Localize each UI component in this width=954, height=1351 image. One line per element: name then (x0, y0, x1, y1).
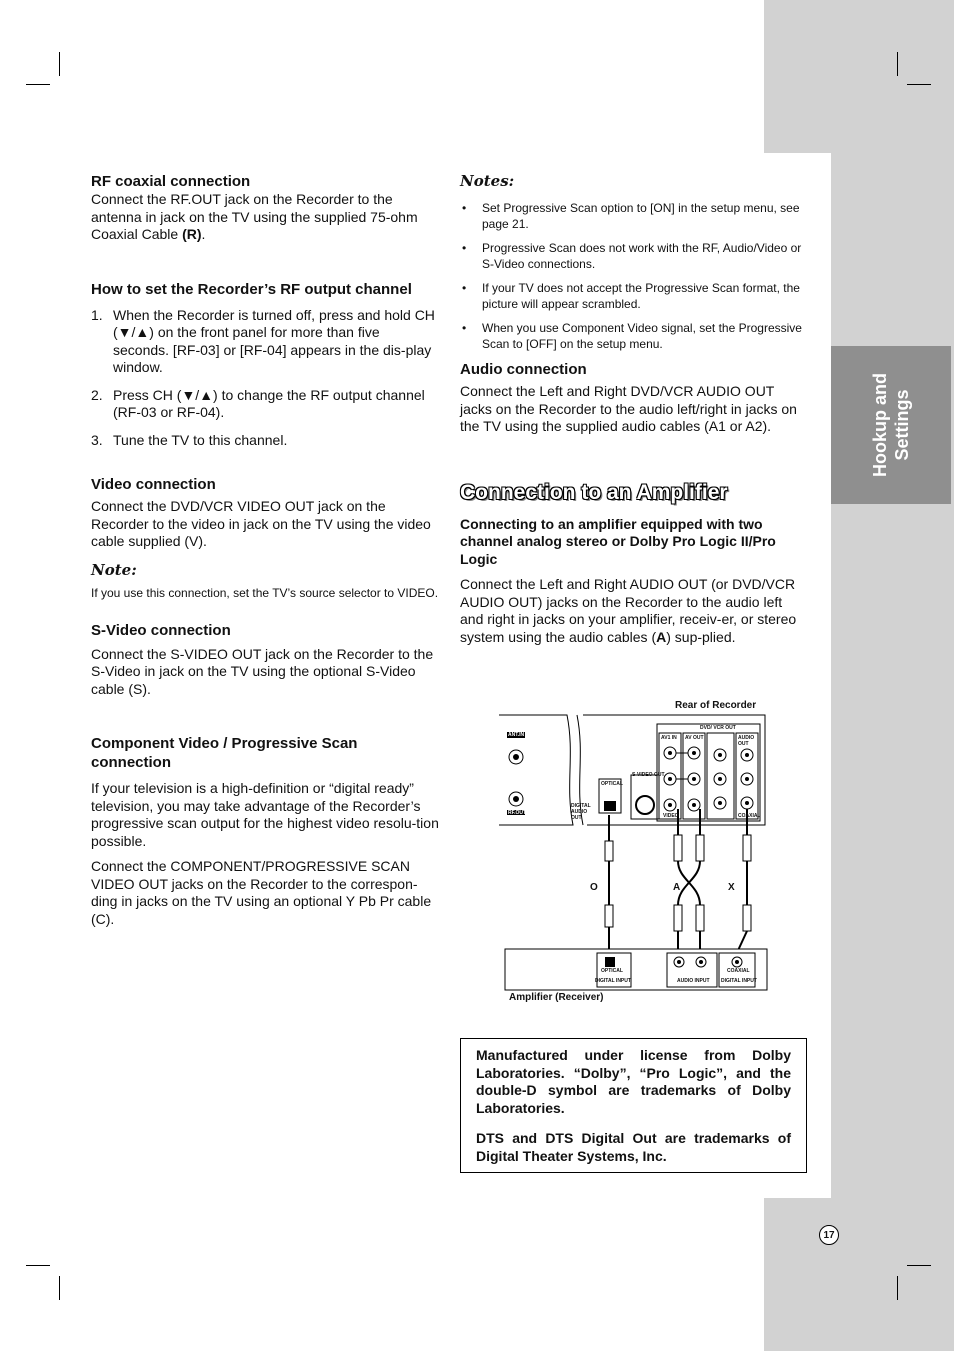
audio-out-label: AUDIO OUT (738, 735, 755, 747)
step-item (91, 387, 439, 422)
step-number: 2. (91, 386, 103, 403)
notes-item-text: Progressive Scan does not work with the RF, Audio/Video or S-Video connections. (482, 241, 802, 271)
section-tab-label (831, 346, 951, 504)
step-item (91, 307, 439, 377)
bullet: • (462, 241, 467, 255)
notes-item (460, 200, 808, 232)
notes-item-text: When you use Component Video signal, set the Progressive Scan to [OFF] on the setup menu. (482, 321, 802, 351)
side-margin-bottom (764, 1198, 954, 1351)
amp-audio-input-label: AUDIO INPUT (677, 978, 710, 984)
step-text: Press CH (▼/▲) to change the RF output channel (RF-03 or RF-04). (113, 386, 425, 420)
amp-section-title: Connection to an Amplifier (460, 480, 728, 504)
step-number: 3. (91, 431, 103, 448)
left-column (91, 172, 439, 928)
section-tab-line2: Settings (892, 389, 912, 461)
section-tab-line1: Hookup and (870, 373, 890, 477)
video-body: Connect the DVD/VCR VIDEO OUT jack on the Recorder to the video in jack on the TV using the video cable supplied (V). (91, 498, 431, 549)
step-number: 1. (91, 306, 103, 323)
av1-in-label: AV1 IN (661, 735, 677, 741)
bullet: • (462, 321, 467, 335)
rf-channel-steps (91, 307, 439, 450)
cable-a-label: A (673, 882, 681, 893)
right-column (460, 172, 808, 646)
rf-body-text: Connect the RF.OUT jack on the Recorder to the antenna in jack on the TV using the supplied 75-ohm Coaxial Cable (91, 191, 418, 242)
dvd-vcr-out-label: DVD/ VCR OUT (700, 725, 736, 731)
amp-body-bold: A (656, 628, 667, 645)
ant-in-label: ANT.IN (508, 732, 525, 738)
video-heading: Video connection (91, 476, 216, 493)
coaxial-jack-label: COAXIAL (738, 813, 761, 819)
note-title: Note: (91, 560, 137, 579)
video-jack-label: VIDEO (663, 813, 679, 819)
notes-item (460, 280, 808, 312)
rear-of-recorder-label: Rear of Recorder (675, 700, 757, 711)
component-body-2: Connect the COMPONENT/PROGRESSIVE SCAN VIDEO OUT jacks on the Recorder to the correspon-ding in jacks on the TV using an optional Y Pb Pr cable (C). (91, 858, 432, 927)
rf-heading: RF coaxial connection (91, 173, 251, 190)
step-text: Tune the TV to this channel. (113, 431, 288, 448)
crop-mark (59, 52, 60, 76)
bullet: • (462, 281, 467, 295)
amp-body (460, 576, 808, 646)
amp-body-end: ) sup-plied. (666, 628, 736, 645)
page-number: 17 (819, 1225, 839, 1245)
optical-label: OPTICAL (601, 781, 623, 787)
crop-mark (59, 1276, 60, 1300)
rf-body (91, 191, 439, 244)
step-text: When the Recorder is turned off, press and hold CH (▼/▲) on the front panel for more than five seconds. [RF-03] or [RF-04] appears in the dis-play window. (113, 306, 435, 375)
bullet: • (462, 201, 467, 215)
crop-mark (897, 1276, 898, 1300)
rf-body-end: . (201, 226, 206, 242)
amp-body-text: Connect the Left and Right AUDIO OUT (or DVD/VCR AUDIO OUT) jacks on the Recorder to the audio left and right in jacks on your amplifier, receiv-er, or stereo system using the audio cables ( (460, 576, 797, 645)
rf-channel-heading: How to set the Recorder’s RF output channel (91, 280, 412, 298)
dolby-trademark: Manufactured under license from Dolby Laboratories. “Dolby”, “Pro Logic”, and the double-D symbol are trademarks of Dolby Laboratories. (476, 1047, 791, 1116)
crop-mark (897, 52, 898, 76)
amplifier-connection-diagram (495, 695, 780, 1010)
crop-mark (907, 1265, 931, 1266)
cable-o-label: O (590, 882, 598, 893)
amp-subheading: Connecting to an amplifier equipped with two channel analog stereo or Dolby Pro Logic II/Pro Logic (460, 515, 776, 567)
trademark-box (460, 1038, 807, 1173)
notes-title: Notes: (460, 172, 515, 190)
crop-mark (907, 84, 931, 85)
audio-heading: Audio connection (460, 361, 587, 378)
component-body-1: If your television is a high-definition or “digital ready” television, you may take advantage of the Recorder’s progressive scan output for the highest video resolu-tion possible. (91, 780, 439, 849)
svideo-heading: S-Video connection (91, 621, 231, 639)
amp-digital-input-2-label: DIGITAL INPUT (721, 978, 757, 984)
step-item (91, 432, 439, 450)
component-heading: Component Video / Progressive Scan connection (91, 735, 358, 771)
digital-audio-out-label: DIGITAL AUDIO OUT (571, 803, 591, 821)
svideo-body: Connect the S-VIDEO OUT jack on the Recorder to the S-Video in jack on the TV using the optional S-Video cable (S). (91, 645, 434, 697)
rf-out-label: RF.OUT (508, 810, 527, 816)
notes-list (460, 200, 808, 352)
section-tab (831, 346, 951, 504)
notes-item-text: Set Progressive Scan option to [ON] in the setup menu, see page 21. (482, 201, 800, 231)
cable-x-label: X (728, 882, 735, 893)
amp-coaxial-label: COAXIAL (727, 968, 750, 974)
note-body: If you use this connection, set the TV’s source selector to VIDEO. (91, 585, 439, 600)
notes-item (460, 240, 808, 272)
notes-item (460, 320, 808, 352)
amp-optical-label: OPTICAL (601, 968, 623, 974)
audio-body: Connect the Left and Right DVD/VCR AUDIO OUT jacks on the Recorder to the audio left/right in jacks on the TV using the supplied audio cables (A1 or A2). (460, 383, 797, 434)
notes-item-text: If your TV does not accept the Progressive Scan format, the picture will appear scrambled. (482, 281, 800, 311)
rf-body-bold: (R) (182, 226, 202, 242)
svideo-out-label: S-VIDEO OUT (632, 772, 665, 778)
crop-mark (26, 1265, 50, 1266)
crop-mark (26, 84, 50, 85)
av-out-label: AV OUT (685, 735, 704, 741)
side-margin (831, 0, 954, 1351)
amplifier-label: Amplifier (Receiver) (509, 992, 604, 1003)
dts-trademark: DTS and DTS Digital Out are trademarks of Digital Theater Systems, Inc. (476, 1130, 791, 1164)
amp-digital-input-label: DIGITAL INPUT (595, 978, 631, 984)
